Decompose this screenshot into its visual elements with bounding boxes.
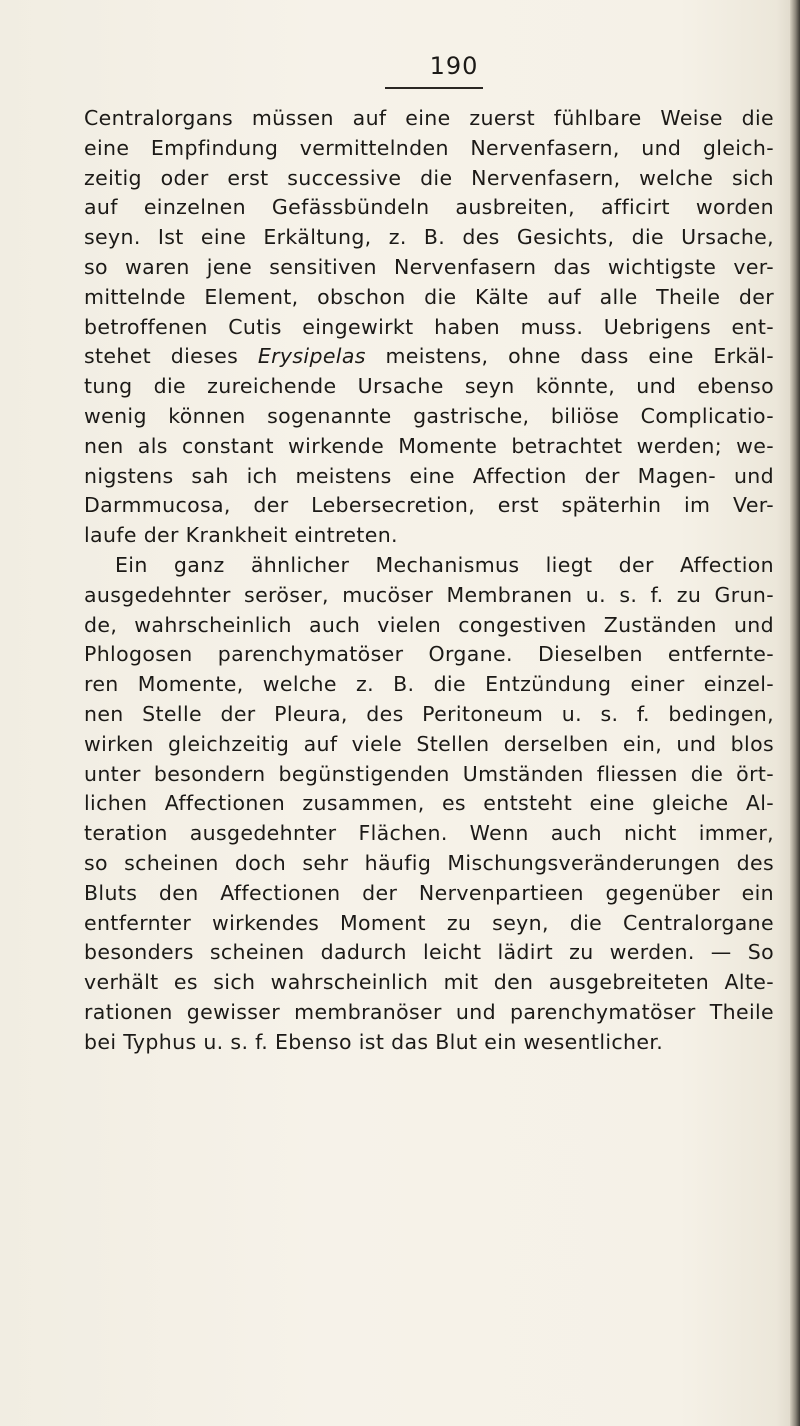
text-line: rationen gewisser membranöser und parenchymatöser Theile [84, 999, 774, 1024]
page-edge-shadow [790, 0, 800, 1426]
header-rule [385, 87, 483, 89]
italic-term: Erysipelas [257, 344, 366, 369]
text-line: nigstens sah ich meistens eine Affection der Magen- und [84, 463, 774, 488]
text-line: seyn. Ist eine Erkältung, z. B. des Gesichts, die Ursache, [84, 225, 774, 250]
text-line: Ein ganz ähnlicher Mechanismus liegt der Affection [115, 552, 774, 577]
text-line: teration ausgedehnter Flächen. Wenn auch nicht immer, [84, 821, 774, 846]
text-line: unter besondern begünstigenden Umständen fliessen die ört- [84, 761, 774, 786]
page-number: 190 [429, 52, 479, 80]
text-line: Phlogosen parenchymatöser Organe. Dieselben entfernte- [84, 642, 774, 667]
text-line: ren Momente, welche z. B. die Entzündung einer einzel- [84, 672, 774, 697]
text-line: zeitig oder erst successive die Nervenfasern, welche sich [84, 165, 774, 190]
text-line [84, 342, 774, 372]
text-line: nen Stelle der Pleura, des Peritoneum u. s. f. bedingen, [84, 701, 774, 726]
text-segment: meistens, ohne dass eine Erkäl- [365, 344, 774, 369]
text-line: entfernter wirkendes Moment zu seyn, die Centralorgane [84, 910, 774, 935]
text-line: Darmmucosa, der Lebersecretion, erst späterhin im Ver- [84, 493, 774, 518]
text-line: Centralorgans müssen auf eine zuerst fühlbare Weise die [84, 106, 774, 130]
text-line: ausgedehnter seröser, mucöser Membranen u. s. f. zu Grun- [84, 582, 774, 607]
text-line: Bluts den Affectionen der Nervenpartieen gegenüber ein [84, 880, 774, 905]
text-line: so waren jene sensitiven Nervenfasern das wichtigste ver- [84, 254, 774, 279]
text-segment: stehet dieses [84, 344, 258, 369]
text-line: bei Typhus u. s. f. Ebenso ist das Blut ein wesentlicher. [84, 1029, 664, 1054]
text-line: mittelnde Element, obschon die Kälte auf alle Theile der [84, 284, 774, 309]
text-line: auf einzelnen Gefässbündeln ausbreiten, afficirt worden [84, 195, 774, 220]
text-line: wenig können sogenannte gastrische, biliöse Complicatio- [84, 403, 774, 428]
text-line: so scheinen doch sehr häufig Mischungsveränderungen des [84, 850, 774, 875]
text-line: laufe der Krankheit eintreten. [84, 523, 398, 548]
text-line: lichen Affectionen zusammen, es entsteht eine gleiche Al- [84, 791, 774, 816]
text-line: nen als constant wirkende Momente betrachtet werden; we- [84, 433, 774, 458]
text-line: eine Empfindung vermittelnden Nervenfasern, und gleich- [84, 135, 774, 160]
text-line: tung die zureichende Ursache seyn könnte, und ebenso [84, 374, 774, 399]
text-line: wirken gleichzeitig auf viele Stellen derselben ein, und blos [84, 731, 774, 756]
text-line: besonders scheinen dadurch leicht lädirt zu werden. — So [84, 940, 774, 965]
text-line: de, wahrscheinlich auch vielen congestiven Zuständen und [84, 612, 774, 637]
text-line: verhält es sich wahrscheinlich mit den ausgebreiteten Alte- [84, 970, 774, 995]
body-text [84, 104, 774, 1058]
text-line: betroffenen Cutis eingewirkt haben muss. Uebrigens ent- [84, 314, 774, 339]
